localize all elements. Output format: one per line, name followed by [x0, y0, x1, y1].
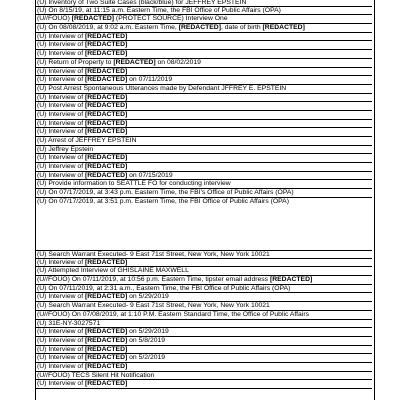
redacted-text: [REDACTED] — [84, 171, 128, 179]
redacted-text: [REDACTED] — [84, 380, 128, 388]
table-row — [36, 7, 372, 16]
redacted-text: [REDACTED] — [84, 93, 128, 101]
row-text: (U) On 8/15/19, at 11:15 a.m. Eastern Time, the FBI Office of Public Affairs (OPA) — [37, 6, 281, 14]
table-row — [36, 172, 372, 181]
table-bottom-section — [36, 250, 372, 389]
table-row — [36, 302, 372, 311]
table-row — [36, 320, 372, 329]
redacted-text: [REDACTED] — [84, 110, 128, 118]
table-row — [36, 311, 372, 320]
row-text: (U) Interview of — [37, 345, 85, 353]
row-text: (U) Inventory of Two Suite Cases (black/blue) for JEFFREY EPSTEIN — [37, 0, 247, 6]
table-row — [36, 250, 372, 259]
row-text: on 07/11/2019 — [127, 76, 173, 84]
redacted-text: [REDACTED] — [84, 67, 128, 75]
row-text: (U//FOUO) TECS Silent Hit Notification — [37, 371, 155, 379]
row-text: (U) Interview of — [37, 154, 85, 162]
redacted-text: [REDACTED] — [84, 328, 128, 336]
row-text: (U) On 07/11/2019, at 2:31 a.m., Eastern Time, the FBI Office of Public Affairs (OPA) — [37, 284, 291, 292]
table-row — [36, 346, 372, 355]
row-text: on 08/02/2019 — [155, 58, 201, 66]
row-text: (U) Attempted Interview of GHISLAINE MAXWELL — [37, 267, 189, 275]
redacted-text: [REDACTED] — [84, 336, 128, 344]
table-row — [36, 328, 372, 337]
row-text: (U) 31E-NY-3027571 — [37, 319, 101, 327]
row-text: (U) Interview of — [37, 328, 85, 336]
table-row — [36, 163, 372, 172]
row-text: (PROTECT SOURCE) Interview One — [114, 15, 228, 23]
redacted-text: [REDACTED] — [84, 345, 128, 353]
redacted-text: [REDACTED] — [84, 362, 128, 370]
row-text: (U) Interview of — [37, 362, 85, 370]
table-row — [36, 94, 372, 103]
table-row — [36, 154, 372, 163]
table-row — [36, 259, 372, 268]
table-row — [36, 120, 372, 129]
table-row — [36, 363, 372, 372]
row-text: (U//FOUO) On 07/08/2019, at 1:10 P.M. Eastern Standard Time, the Office of Public Affairs — [37, 310, 310, 318]
redacted-text: [REDACTED] — [84, 76, 128, 84]
row-text: (U) Interview of — [37, 163, 85, 171]
redacted-text: [REDACTED] — [269, 276, 313, 284]
table-row — [36, 0, 372, 7]
table-row — [36, 111, 372, 120]
row-text: (U) Interview of — [37, 76, 85, 84]
row-text: (U) Provide information to SEATTLE FO for conducting interview — [37, 180, 231, 188]
row-text: (U) Interview of — [37, 32, 85, 40]
redacted-text: [REDACTED] — [84, 128, 128, 136]
redacted-text: [REDACTED] — [84, 154, 128, 162]
table-row — [36, 76, 372, 85]
row-text: , date of birth — [220, 24, 263, 32]
row-text: (U) Jeffrey Epstein — [37, 145, 94, 153]
redacted-text: [REDACTED] — [84, 354, 128, 362]
redacted-text: [REDACTED] — [178, 24, 221, 32]
redacted-text: [REDACTED] — [113, 58, 156, 66]
table-row — [36, 285, 372, 294]
table-row — [36, 337, 372, 346]
row-text: (U) Interview of — [37, 380, 85, 388]
redacted-text: [REDACTED] — [262, 24, 305, 32]
row-text: (U) On 07/17/2019, at 3:43 p.m. Eastern Time, the FBI's Office of Public Affairs (OPA) — [37, 189, 294, 197]
table-row — [36, 267, 372, 276]
table-row — [36, 372, 372, 381]
table-row — [36, 146, 372, 155]
row-text: (U) On 07/17/2019, at 3:51 p.m. Eastern Time, the FBI Office of Public Affairs (OPA) — [37, 197, 289, 205]
table-row — [36, 50, 372, 59]
redacted-text: [REDACTED] — [84, 293, 128, 301]
redacted-text: [REDACTED] — [84, 163, 128, 171]
redacted-text: [REDACTED] — [84, 102, 128, 110]
row-text: (U) Interview of — [37, 93, 85, 101]
row-text: (U) Arrest of JEFFREY EPSTEIN — [37, 137, 137, 144]
redacted-text: [REDACTED] — [84, 41, 128, 49]
table-row — [36, 189, 372, 198]
row-text: (U) Interview of — [37, 119, 85, 127]
row-text: (U) Post Arrest Spontaneous Utterances made by Defendant JFFREY E. EPSTEIN — [37, 84, 287, 92]
row-text: (U) Interview of — [37, 102, 85, 110]
table-row — [36, 102, 372, 111]
table-row — [36, 41, 372, 50]
row-text: (U) Interview of — [37, 128, 85, 136]
table-row — [36, 276, 372, 285]
row-text: (U) Interview of — [37, 50, 85, 58]
row-text: (U//FOUO) — [37, 15, 72, 23]
row-text: on 5/29/2019 — [127, 293, 169, 301]
row-text: (U) Interview of — [37, 258, 85, 266]
table-row — [36, 354, 372, 363]
table-row — [36, 180, 372, 189]
row-text: on 5/2/2019 — [127, 354, 166, 362]
table-row — [36, 68, 372, 77]
redacted-text: [REDACTED] — [84, 119, 128, 127]
table-top-section — [36, 0, 372, 207]
row-text: on 5/29/2019 — [127, 328, 169, 336]
redacted-text: [REDACTED] — [84, 32, 128, 40]
row-text: (U) Return of Property to — [37, 58, 114, 66]
row-text: on 5/8/2019 — [127, 336, 166, 344]
blank-gap — [36, 206, 372, 250]
redacted-text: [REDACTED] — [71, 15, 115, 23]
table-row — [36, 293, 372, 302]
table-row — [36, 33, 372, 42]
table-row — [36, 137, 372, 146]
table-row — [36, 59, 372, 68]
table-row — [36, 380, 372, 389]
row-text: (U) Interview of — [37, 67, 85, 75]
row-text: (U) Search Warrant Executed- 9 East 71st Street, New York, New York 10021 — [37, 302, 270, 310]
row-text: (U) Interview of — [37, 336, 85, 344]
row-text: (U) Interview of — [37, 171, 85, 179]
table-row — [36, 128, 372, 137]
table-row — [36, 85, 372, 94]
row-text: (U//FOUO) On 07/11/2019, at 10:56 p.m. Eastern Time, tipster email address — [37, 276, 270, 284]
row-text: (U) Interview of — [37, 354, 85, 362]
row-text: (U) Interview of — [37, 41, 85, 49]
table-row — [36, 15, 372, 24]
row-text: (U) Interview of — [37, 293, 85, 301]
redacted-text: [REDACTED] — [84, 50, 128, 58]
row-text: (U) On 08/08/2019, at 9:02 a.m. Eastern Time, — [37, 24, 179, 32]
row-text: on 07/15/2019 — [127, 171, 173, 179]
row-text: (U) Search Warrant Executed- 9 East 71st Street, New York, New York 10021 — [37, 251, 270, 258]
row-text: (U) Interview of — [37, 110, 85, 118]
table-row — [36, 24, 372, 33]
redacted-text: [REDACTED] — [84, 258, 128, 266]
